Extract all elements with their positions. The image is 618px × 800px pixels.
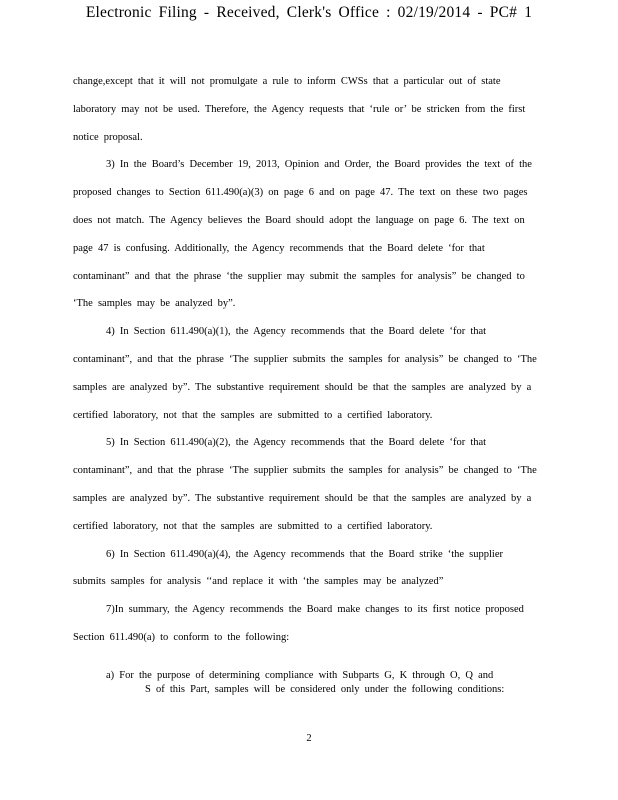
list-item-a-line1: a) For the purpose of determining compliance with Subparts G, K through O, Q and (106, 670, 494, 681)
paragraph-item-5: 5) In Section 611.490(a)(2), the Agency recommends that the Board delete ‘for that contaminant”, and that the phrase ‘The supplier submits the samples for analysis” be changed to ‘The samples are analyzed by”. The substantive requirement should be that the samples are analyzed by a certified laboratory, not that the samples are submitted to a certified laboratory. (73, 437, 537, 532)
filing-header: Electronic Filing - Received, Clerk's Office : 02/19/2014 - PC# 1 (85, 4, 533, 21)
paragraph-continuation: change,except that it will not promulgate a rule to inform CWSs that a particular out of state laboratory may not be used. Therefore, the Agency requests that ‘rule or’ be stricken from the first notice proposal. (73, 76, 526, 143)
paragraph-item-7: 7)In summary, the Agency recommends the Board make changes to its first notice proposed Section 611.490(a) to conform to the following: (73, 604, 524, 643)
paragraph-item-3: 3) In the Board’s December 19, 2013, Opinion and Order, the Board provides the text of the proposed changes to Section 611.490(a)(3) on page 6 and on page 47. The text on these two pages does not match. The Agency believes the Board should adopt the language on page 6. The text on page 47 is confusing. Additionally, the Agency recommends that the Board delete ‘for that contaminant” and that the phrase ‘the supplier may submit the samples for analysis” be changed to ‘The samples may be analyzed by”. (73, 159, 532, 310)
paragraph-item-4: 4) In Section 611.490(a)(1), the Agency recommends that the Board delete ‘for that contaminant”, and that the phrase ‘The supplier submits the samples for analysis” be changed to ‘The samples are analyzed by”. The substantive requirement should be that the samples are analyzed by a certified laboratory, not that the samples are submitted to a certified laboratory. (73, 326, 537, 421)
list-item-a-line2: S of this Part, samples will be considered only under the following conditions: (145, 684, 505, 695)
document-body (73, 68, 538, 652)
page-number: 2 (306, 733, 312, 744)
paragraph-item-6: 6) In Section 611.490(a)(4), the Agency recommends that the Board strike ‘the supplier submits samples for analysis ‘‘and replace it with ‘the samples may be analyzed” (73, 548, 504, 588)
list-item-a (106, 669, 526, 697)
